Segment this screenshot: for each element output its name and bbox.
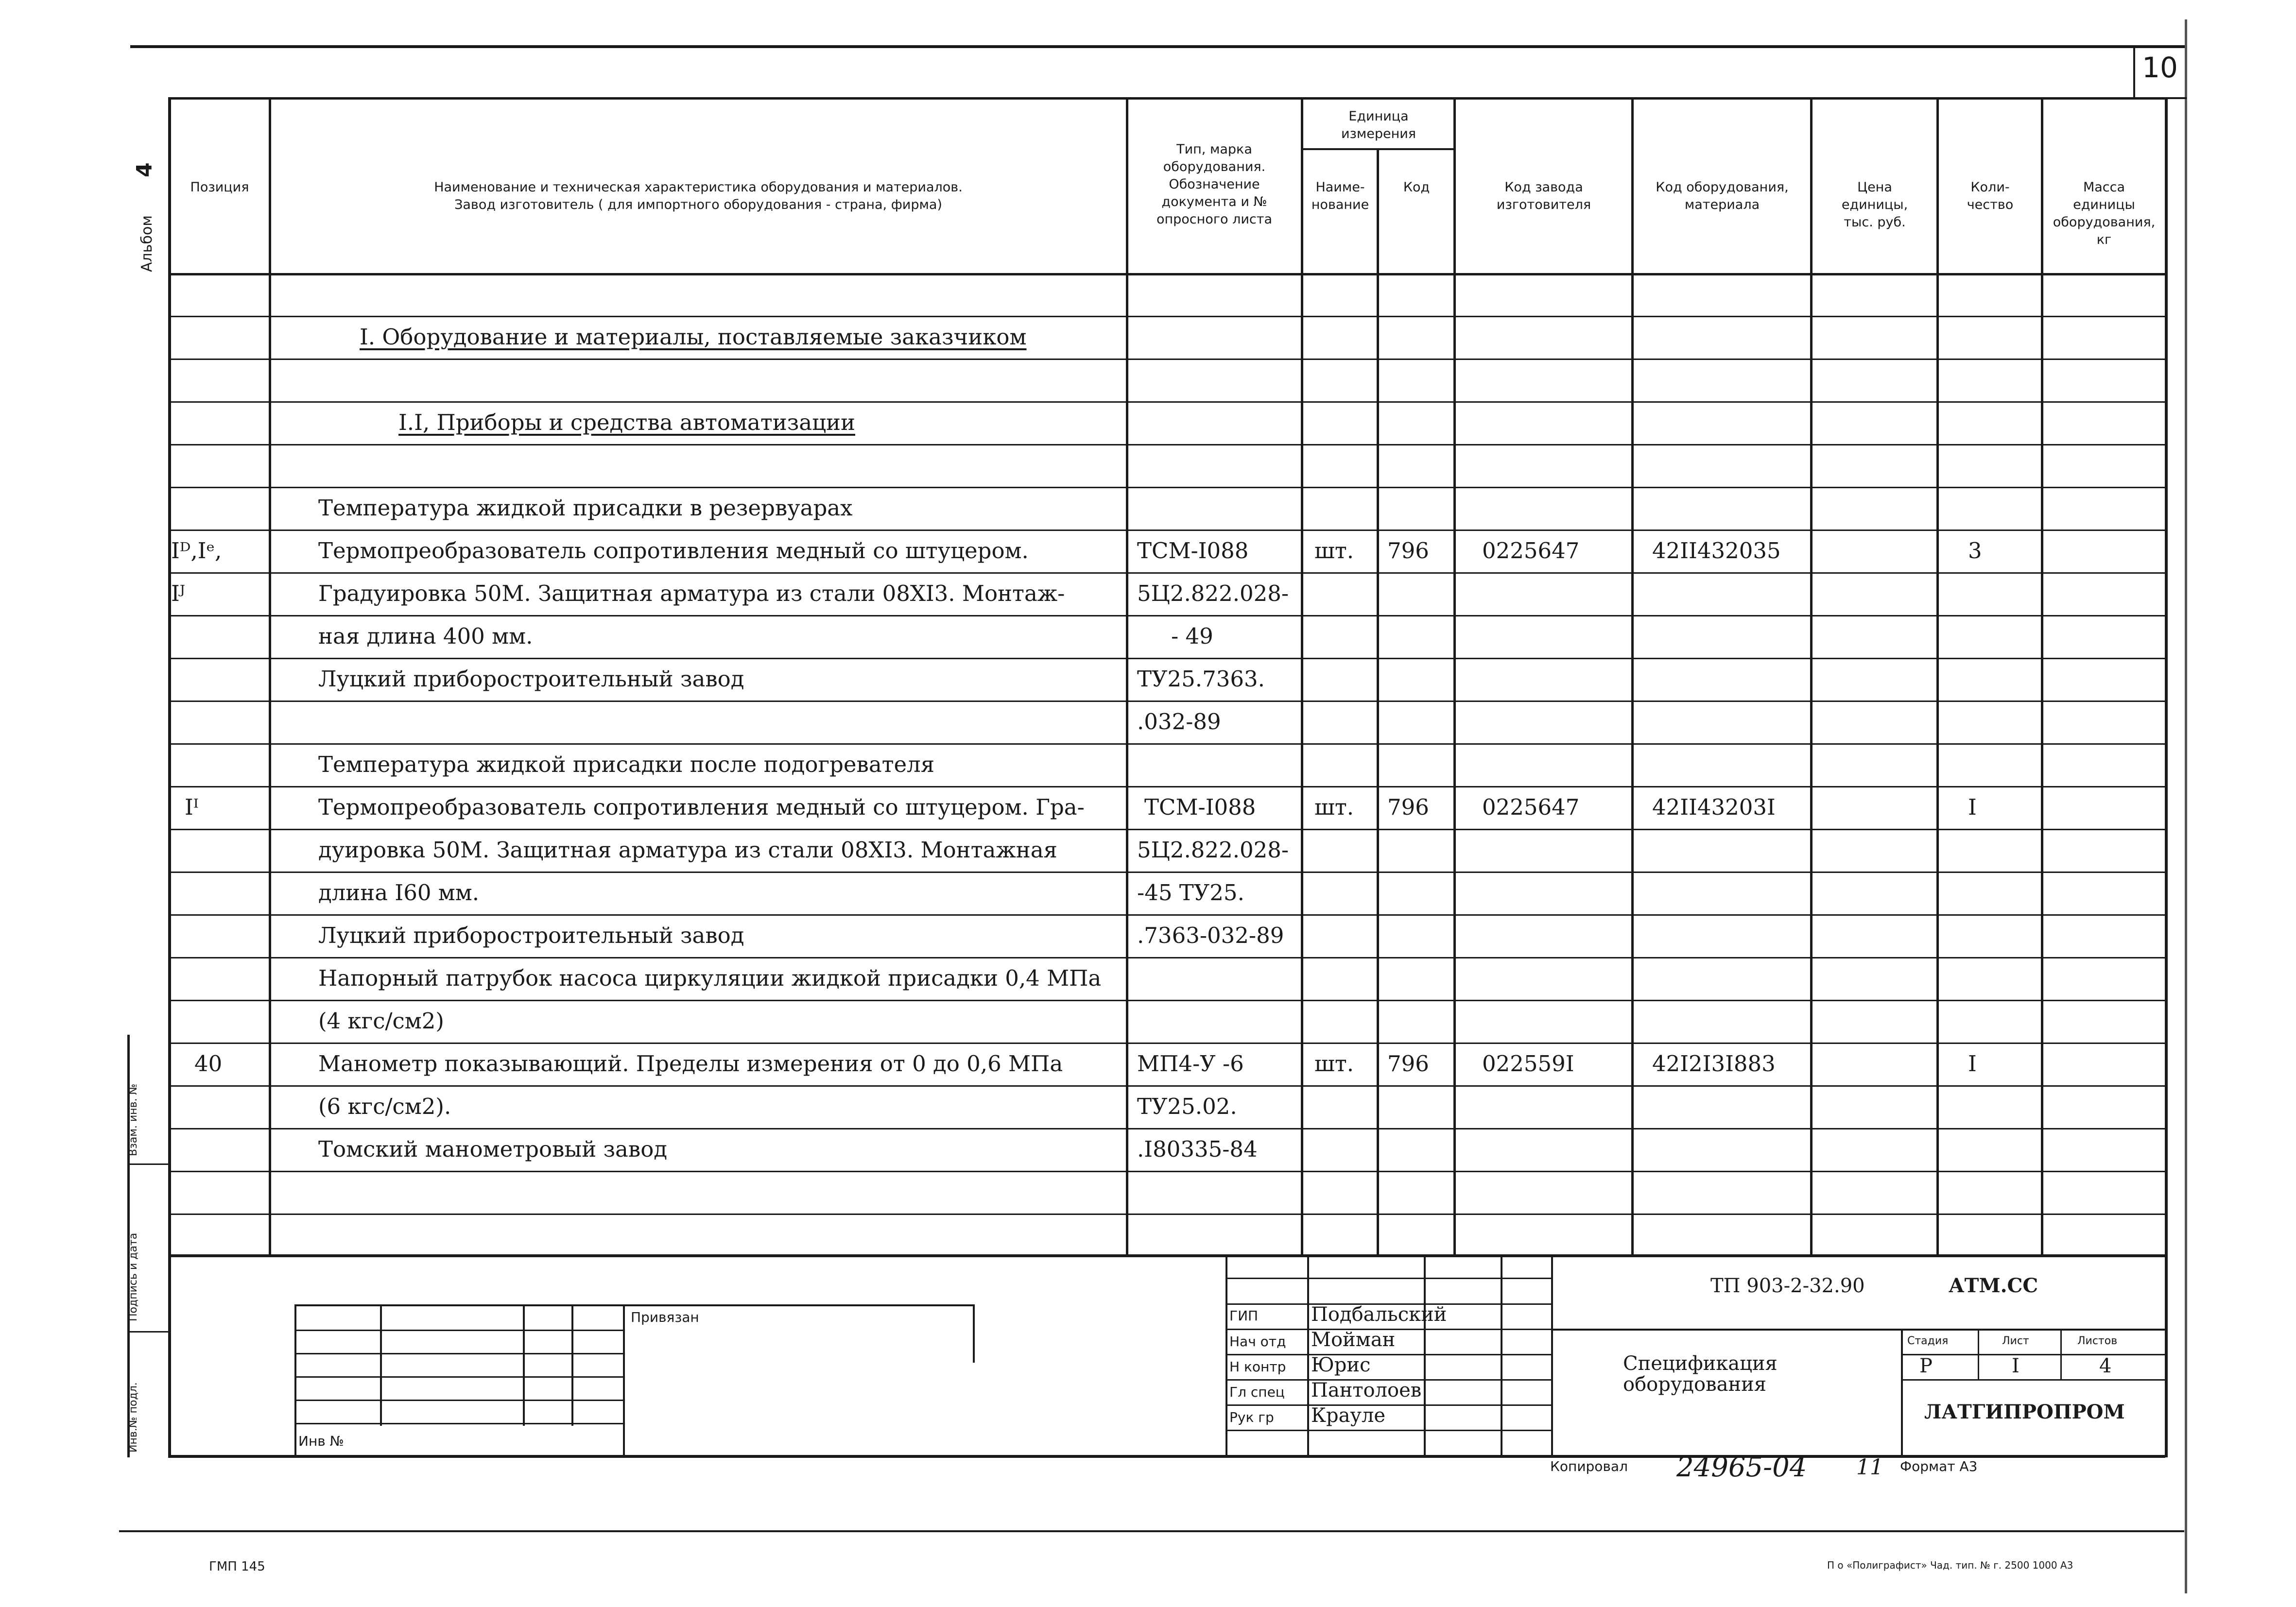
tb-left-row <box>294 1423 625 1424</box>
row-9-name: дуировка 50М. Защитная арматура из стали 08XI3. Монтажная <box>318 837 1057 863</box>
header-type-1: Тип, марка <box>1176 142 1252 157</box>
row-11-type: .7363-032-89 <box>1137 923 1284 948</box>
side-strip-sep-2 <box>127 1331 171 1333</box>
album-label: Альбом <box>138 215 155 272</box>
footer-left: ГМП 145 <box>209 1559 265 1574</box>
header-type-5: опросного листа <box>1156 212 1273 227</box>
row-line <box>168 359 2165 360</box>
row-16-name: Томский манометровый завод <box>318 1136 668 1162</box>
side-inv-label: Инв.№ подл. <box>127 1382 139 1453</box>
row-2-equip-code: 42II432035 <box>1652 538 1781 564</box>
row-12-name: Напорный патрубок насоса циркуляции жидкой присадки 0,4 МПа <box>318 965 1102 991</box>
tb-left-top <box>294 1304 975 1306</box>
header-qty-2: чество <box>1967 197 2014 212</box>
tb-left-row <box>294 1400 625 1401</box>
row-14-qty: I <box>1968 1051 1977 1077</box>
row-14-unit-code: 796 <box>1387 1051 1429 1077</box>
tb-roles-row <box>1226 1278 1551 1279</box>
header-mass-3: оборудования, <box>2053 215 2156 230</box>
row-line <box>168 701 2165 702</box>
row-line <box>168 1214 2165 1215</box>
org-name: ЛАТГИПРОПРОМ <box>1924 1401 2125 1423</box>
name-ruk-gr: Крауле <box>1311 1404 1386 1427</box>
row-16-type: .I80335-84 <box>1137 1136 1258 1162</box>
tb-left-col <box>973 1304 975 1363</box>
header-position: Позиция <box>190 180 249 195</box>
row-2-factory-code: 0225647 <box>1482 538 1580 564</box>
footer-line <box>119 1530 2184 1532</box>
tb-left-col <box>623 1304 625 1456</box>
col-sep-5 <box>1453 97 1456 1256</box>
col-sep-8 <box>1936 97 1939 1256</box>
tb-left-col <box>571 1304 573 1426</box>
col-sep-7 <box>1810 97 1813 1256</box>
sheet-label: Лист <box>2002 1335 2029 1347</box>
header-name-line2: Завод изготовитель ( для импортного оборудования - страна, фирма) <box>454 197 942 212</box>
role-ruk-gr: Рук гр <box>1229 1409 1274 1425</box>
col-sep-2 <box>1126 97 1128 1256</box>
row-4-name: ная длина 400 мм. <box>318 623 533 649</box>
row-2-unit-code: 796 <box>1387 538 1429 564</box>
tb-roles-col <box>1551 1254 1553 1456</box>
row-14-position: 40 <box>194 1051 223 1077</box>
stage-label: Стадия <box>1907 1335 1949 1347</box>
album-number: 4 <box>132 162 157 177</box>
privyazan-label: Привязан <box>631 1309 699 1325</box>
sheet-value: I <box>2012 1355 2020 1377</box>
row-8-factory-code: 0225647 <box>1482 794 1580 820</box>
copied-label: Копировал <box>1550 1458 1628 1474</box>
tb-left-col <box>380 1304 382 1426</box>
header-mass-1: Масса <box>2083 180 2125 195</box>
unit-group-sep <box>1301 148 1455 150</box>
tb-roles-row <box>1226 1430 1551 1431</box>
row-8-unit: шт. <box>1314 794 1354 820</box>
role-n-kontr: Н контр <box>1229 1359 1286 1375</box>
header-mass-4: кг <box>2096 232 2112 247</box>
section-1-title: I. Оборудование и материалы, поставляемые заказчиком <box>360 324 1027 350</box>
row-15-type: ТУ25.02. <box>1137 1094 1237 1119</box>
tb-right-col <box>2060 1329 2062 1380</box>
format-label: Формат А3 <box>1900 1458 1978 1474</box>
row-line <box>168 1128 2165 1129</box>
row-8-position: Iᴵ <box>185 794 199 820</box>
header-factory-code-1: Код завода <box>1504 180 1583 195</box>
name-nach-otd: Мойман <box>1311 1329 1396 1351</box>
row-line <box>168 316 2165 317</box>
row-line <box>168 1043 2165 1044</box>
row-9-type: 5Ц2.822.028- <box>1137 837 1289 863</box>
tb-left-row <box>294 1376 625 1378</box>
row-3-type: 5Ц2.822.028- <box>1137 581 1289 606</box>
tb-right-row <box>1901 1354 2166 1355</box>
row-line <box>168 444 2165 445</box>
row-14-name: Манометр показывающий. Пределы измерения от 0 до 0,6 МПа <box>318 1051 1063 1077</box>
row-14-unit: шт. <box>1314 1051 1354 1077</box>
row-8-unit-code: 796 <box>1387 794 1429 820</box>
tb-right-row <box>1901 1379 2166 1381</box>
row-line <box>168 829 2165 830</box>
role-gip: ГИП <box>1229 1308 1259 1324</box>
row-line <box>168 530 2165 531</box>
header-type-3: Обозначение <box>1169 177 1260 192</box>
header-price-1: Цена <box>1857 180 1892 195</box>
header-type-4: документа и № <box>1161 194 1267 209</box>
side-signature-label: Подпись и дата <box>127 1232 139 1321</box>
row-5-type: ТУ25.7363. <box>1137 666 1265 692</box>
doc-code: ТП 903-2-32.90 <box>1710 1275 1865 1297</box>
section-1-1-title: I.I, Приборы и средства автоматизации <box>398 410 855 435</box>
row-3-name: Градуировка 50М. Защитная арматура из стали 08XI3. Монтаж- <box>318 581 1065 606</box>
table-left-border <box>168 97 171 1457</box>
row-line <box>168 957 2165 958</box>
tb-left-row <box>294 1353 625 1354</box>
row-7-name: Температура жидкой присадки после подогревателя <box>318 752 935 777</box>
page-number-box-left <box>2133 45 2135 99</box>
row-8-equip-code: 42II43203I <box>1652 794 1776 820</box>
col-sep-3 <box>1301 97 1303 1256</box>
col-sep-4 <box>1377 148 1379 1256</box>
page-number: 10 <box>2142 51 2178 84</box>
sheets-value: 4 <box>2099 1355 2112 1377</box>
row-10-name: длина I60 мм. <box>318 880 480 906</box>
row-14-type: МП4-У -6 <box>1137 1051 1244 1077</box>
row-3-position: Iᴶ <box>171 581 186 606</box>
right-frame-line <box>2185 19 2187 1593</box>
row-8-qty: I <box>1968 794 1977 820</box>
name-gip: Подбальский <box>1311 1303 1447 1326</box>
col-sep-9 <box>2041 97 2043 1256</box>
row-line <box>168 401 2165 403</box>
row-line <box>168 1085 2165 1087</box>
header-bottom-border <box>168 273 2165 275</box>
header-equip-code-1: Код оборудования, <box>1656 180 1789 195</box>
row-line <box>168 615 2165 616</box>
header-unit-group-1: Единица <box>1348 109 1409 124</box>
header-qty-1: Коли- <box>1970 180 2010 195</box>
tb-right-col <box>1901 1329 1903 1456</box>
col-sep-6 <box>1631 97 1634 1256</box>
col-sep-1 <box>269 97 271 1256</box>
row-line <box>168 914 2165 916</box>
row-6-type: .032-89 <box>1137 709 1221 735</box>
row-line <box>168 487 2165 488</box>
header-unit-code: Код <box>1403 180 1430 195</box>
row-8-name: Термопреобразователь сопротивления медный со штуцером. Гра- <box>318 794 1085 820</box>
name-gl-spec: Пантолоев <box>1311 1379 1422 1402</box>
row-11-name: Луцкий приборостроительный завод <box>318 923 744 948</box>
header-name-line1: Наименование и техническая характеристика оборудования и материалов. <box>434 180 963 195</box>
row-13-name: (4 кгс/см2) <box>318 1008 444 1034</box>
row-line <box>168 786 2165 787</box>
tb-left-col <box>294 1304 296 1456</box>
row-2-unit: шт. <box>1314 538 1354 564</box>
row-2-qty: 3 <box>1968 538 1982 564</box>
doc-suffix: АТМ.СС <box>1949 1274 2038 1297</box>
tb-right-col <box>1978 1329 1979 1380</box>
row-line <box>168 872 2165 873</box>
row-line <box>168 1171 2165 1172</box>
tb-left-col <box>523 1304 525 1426</box>
order-number: 24965-04 <box>1676 1452 1807 1483</box>
table-right-border <box>2165 97 2168 1457</box>
row-line <box>168 572 2165 574</box>
row-line <box>168 1000 2165 1001</box>
row-line <box>168 743 2165 745</box>
stage-value: Р <box>1919 1355 1933 1377</box>
doc-title-line1: Спецификация <box>1623 1352 1778 1375</box>
row-2-position: Iᴰ,Iᵉ, <box>171 538 222 564</box>
side-strip-sep-1 <box>127 1163 171 1165</box>
row-2-type: ТСМ-I088 <box>1137 538 1249 564</box>
tb-roles-row <box>1226 1354 1551 1355</box>
header-equip-code-2: материала <box>1684 197 1760 212</box>
row-15-name: (6 кгс/см2). <box>318 1094 451 1119</box>
row-1-name: Температура жидкой присадки в резервуарах <box>318 495 853 521</box>
header-factory-code-2: изготовителя <box>1496 197 1591 212</box>
role-nach-otd: Нач отд <box>1229 1333 1286 1350</box>
row-10-type: -45 ТУ25. <box>1137 880 1244 906</box>
header-price-3: тыс. руб. <box>1844 215 1906 230</box>
order-extra: 11 <box>1856 1455 1883 1480</box>
side-vzam-label: Взам. инв. № <box>127 1083 139 1156</box>
name-n-kontr: Юрис <box>1311 1354 1371 1376</box>
table-top-border <box>168 97 2165 100</box>
tb-left-row <box>294 1330 625 1331</box>
inv-no-label: Инв № <box>298 1433 344 1449</box>
row-4-type: - 49 <box>1171 623 1213 649</box>
row-14-factory-code: 022559I <box>1482 1051 1574 1077</box>
header-mass-2: единицы <box>2073 197 2135 212</box>
row-8-type: ТСМ-I088 <box>1144 794 1256 820</box>
row-line <box>168 658 2165 659</box>
body-bottom-border <box>168 1254 2165 1257</box>
header-price-2: единицы, <box>1841 197 1908 212</box>
row-5-name: Луцкий приборостроительный завод <box>318 666 744 692</box>
header-type-2: оборудования. <box>1163 159 1266 174</box>
row-2-name: Термопреобразователь сопротивления медный со штуцером. <box>318 538 1029 564</box>
header-unit-name-2: нование <box>1311 197 1369 212</box>
tb-roles-row <box>1226 1404 1551 1406</box>
tb-right-mid <box>1551 1329 2166 1331</box>
doc-title-line2: оборудования <box>1623 1373 1767 1396</box>
header-unit-name-1: Наиме- <box>1315 180 1365 195</box>
top-frame-line <box>130 45 2186 48</box>
header-unit-group-2: измерения <box>1341 126 1416 141</box>
row-14-equip-code: 42I2I3I883 <box>1652 1051 1776 1077</box>
footer-right: П о «Полиграфист» Чад. тип. № г. 2500 1000 А3 <box>1827 1559 2073 1571</box>
role-gl-spec: Гл спец <box>1229 1384 1285 1400</box>
sheets-label: Листов <box>2077 1335 2118 1347</box>
